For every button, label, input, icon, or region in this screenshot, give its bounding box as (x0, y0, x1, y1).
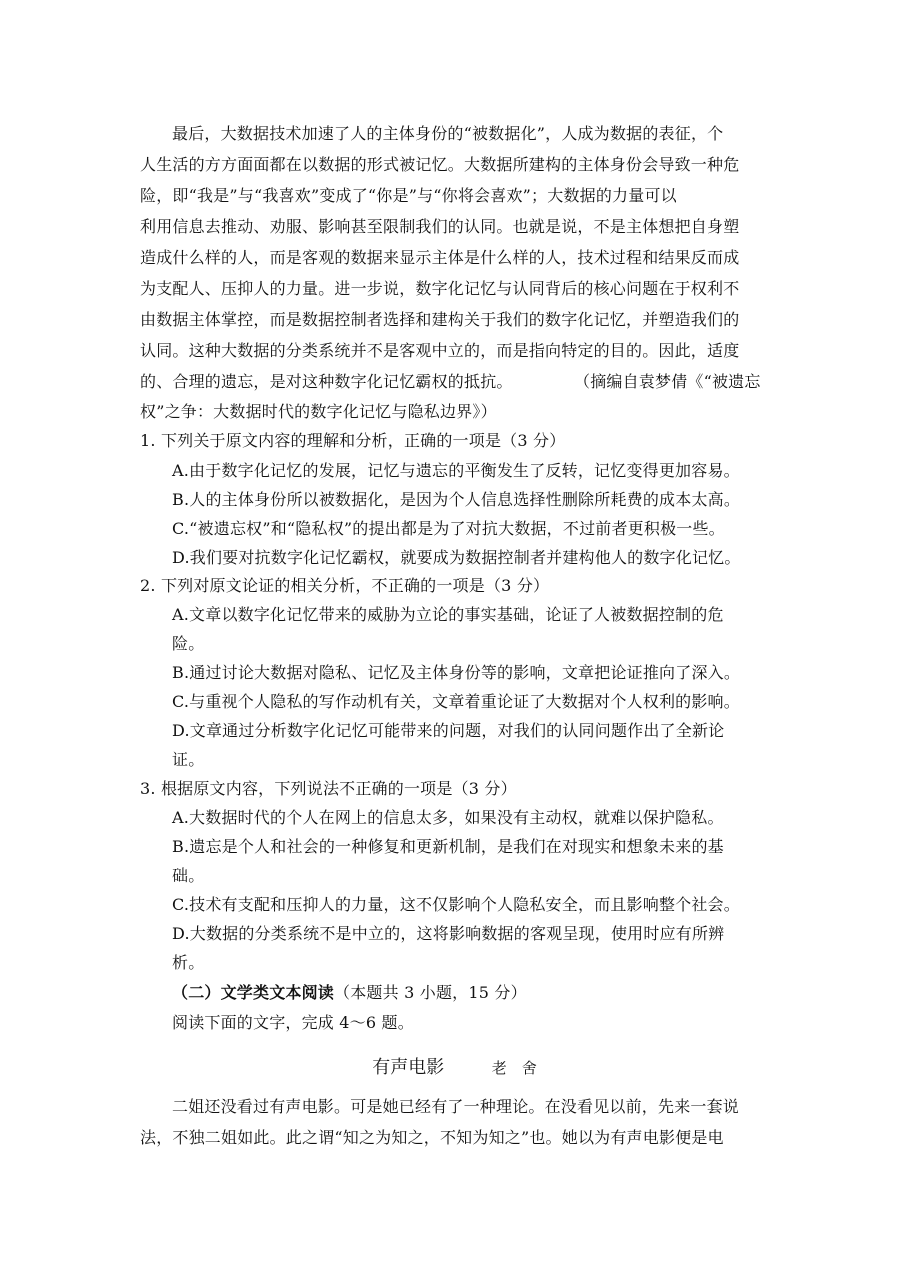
question-option: D.文章通过分析数字化记忆可能带来的问题，对我们的认同问题作出了全新论 (172, 721, 725, 740)
story-line: 法，不独二姐如此。此之谓“知之为知之，不知为知之”也。她以为有声电影便是电 (140, 1128, 724, 1147)
question-stem: 1. 下列关于原文内容的理解和分析，正确的一项是（3 分） (140, 431, 566, 450)
question-option-continued: 险。 (172, 634, 205, 653)
paragraph-line: 的、合理的遗忘，是对这种数字化记忆霸权的抵抗。 (140, 372, 513, 391)
question-option: D.我们要对抗数字化记忆霸权，就要成为数据控制者并建构他人的数字化记忆。 (172, 548, 741, 567)
story-author: 老 舍 (491, 1059, 537, 1077)
paragraph-line: 最后，大数据技术加速了人的主体身份的“被数据化”，人成为数据的表征，个 (172, 124, 724, 143)
question-stem: 3. 根据原文内容，下列说法不正确的一项是（3 分） (140, 779, 517, 798)
paragraph-line: 人生活的方方面面都在以数据的形式被记忆。大数据所建构的主体身份会导致一种危 (140, 155, 740, 174)
question-option-continued: 析。 (172, 953, 205, 972)
question-option: B.人的主体身份所以被数据化，是因为个人信息选择性删除所耗费的成本太高。 (172, 490, 741, 509)
story-title: 有声电影 (372, 1057, 445, 1078)
paragraph-line: 为支配人、压抑人的力量。进一步说，数字化记忆与认同背后的核心问题在于权利不 (140, 279, 740, 298)
question-option: C.“被遗忘权”和“隐私权”的提出都是为了对抗大数据，不过前者更积极一些。 (172, 519, 725, 538)
question-option: A.由于数字化记忆的发展，记忆与遗忘的平衡发生了反转，记忆变得更加容易。 (172, 461, 740, 480)
paragraph-line: 险，即“我是”与“我喜欢”变成了“你是”与“你将会喜欢”；大数据的力量可以 (140, 186, 677, 205)
story-title-row (0, 1053, 909, 1079)
paragraph-line: 造成什么样的人，而是客观的数据来显示主体是什么样的人，技术过程和结果反而成 (140, 248, 740, 267)
question-option: C.与重视个人隐私的写作动机有关，文章着重论证了大数据对个人权利的影响。 (172, 692, 740, 711)
question-option: B.遗忘是个人和社会的一种修复和更新机制，是我们在对现实和想象未来的基 (172, 837, 724, 856)
question-option-continued: 证。 (172, 750, 205, 769)
paragraph-line: 由数据主体掌控，而是数据控制者选择和建构关于我们的数字化记忆，并塑造我们的 (140, 310, 740, 329)
paragraph-line: 利用信息去推动、劝服、影响甚至限制我们的认同。也就是说，不是主体想把自身塑 (140, 217, 740, 236)
section-instruction: 阅读下面的文字，完成 4～6 题。 (172, 1013, 414, 1032)
section-heading (172, 983, 527, 1003)
story-line: 二姐还没看过有声电影。可是她已经有了一种理论。在没看见以前，先来一套说 (172, 1097, 740, 1116)
section-heading-title: （二）文学类文本阅读 (172, 983, 335, 1002)
source-citation: （摘编自袁梦倩《“被遗忘 (574, 372, 761, 391)
paragraph-line: 认同。这种大数据的分类系统并不是客观中立的，而是指向特定的目的。因此，适度 (140, 341, 740, 360)
section-heading-note: （本题共 3 小题，15 分） (334, 983, 527, 1002)
question-stem: 2. 下列对原文论证的相关分析，不正确的一项是（3 分） (140, 576, 550, 595)
question-option-continued: 础。 (172, 866, 205, 885)
question-option: A.大数据时代的个人在网上的信息太多，如果没有主动权，就难以保护隐私。 (172, 808, 724, 827)
question-option: C.技术有支配和压抑人的力量，这不仅影响个人隐私安全，而且影响整个社会。 (172, 895, 740, 914)
question-option: B.通过讨论大数据对隐私、记忆及主体身份等的影响，文章把论证推向了深入。 (172, 663, 741, 682)
question-option: A.文章以数字化记忆带来的威胁为立论的事实基础，论证了人被数据控制的危 (172, 605, 724, 624)
question-option: D.大数据的分类系统不是中立的，这将影响数据的客观呈现，使用时应有所辨 (172, 924, 725, 943)
source-citation: 权”之争：大数据时代的数字化记忆与隐私边界》） (140, 402, 497, 421)
